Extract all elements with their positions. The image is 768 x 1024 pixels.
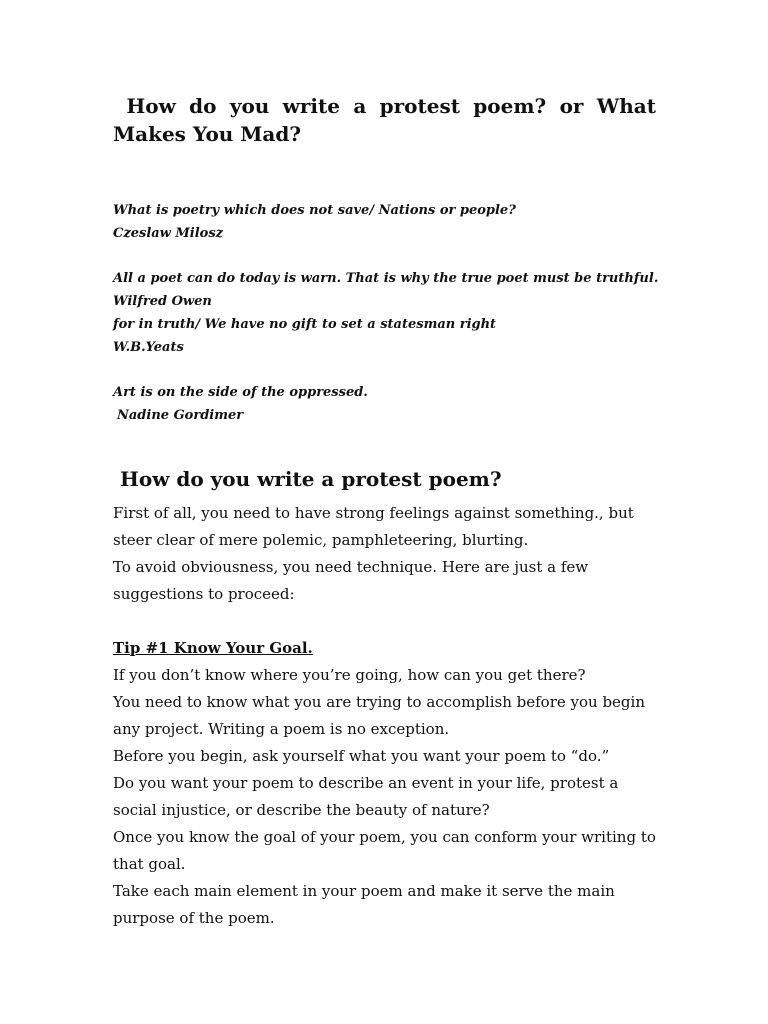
epigraph-quote: Art is on the side of the oppressed.	[113, 385, 368, 400]
section-heading	[113, 465, 502, 493]
epigraph-author: Wilfred Owen	[113, 294, 212, 309]
epigraph-author: Czeslaw Milosz	[113, 226, 224, 241]
tip-heading: Tip #1 Know Your Goal.	[113, 639, 313, 657]
epigraph-author: W.B.Yeats	[113, 340, 184, 355]
paragraph-gap	[113, 608, 656, 635]
epigraph-quote: for in truth/ We have no gift to set a statesman right	[113, 317, 497, 332]
intro-paragraph: First of all, you need to have strong feelings against something., but steer clear of mere polemic, pamphleteering, blurting.	[113, 504, 634, 549]
tip-paragraph: Take each main element in your poem and make it serve the main purpose of the poem.	[113, 882, 615, 927]
tip-paragraph: Once you know the goal of your poem, you can conform your writing to that goal.	[113, 828, 656, 873]
section-heading-text: How do you write a protest poem?	[119, 467, 502, 491]
tip-paragraph: Do you want your poem to describe an event in your life, protest a social injustice, or describe the beauty of nature?	[113, 774, 619, 819]
document-title-text: How do you write a protest poem? or What Makes You Mad?	[113, 94, 656, 146]
intro-paragraph: To avoid obviousness, you need technique. Here are just a few suggestions to proceed:	[113, 558, 589, 603]
document-title	[113, 92, 656, 148]
epigraph-author: Nadine Gordimer	[117, 408, 244, 423]
body-text	[113, 500, 656, 932]
epigraph-quote: All a poet can do today is warn. That is why the true poet must be truthful.	[113, 271, 659, 286]
epigraph-quote: What is poetry which does not save/ Nations or people?	[113, 203, 516, 218]
tip-paragraph: If you don’t know where you’re going, how can you get there?	[113, 666, 586, 684]
tip-paragraph: You need to know what you are trying to accomplish before you begin any project. Writing a poem is no exception.	[113, 693, 645, 738]
tip-paragraph: Before you begin, ask yourself what you want your poem to “do.”	[113, 747, 610, 765]
